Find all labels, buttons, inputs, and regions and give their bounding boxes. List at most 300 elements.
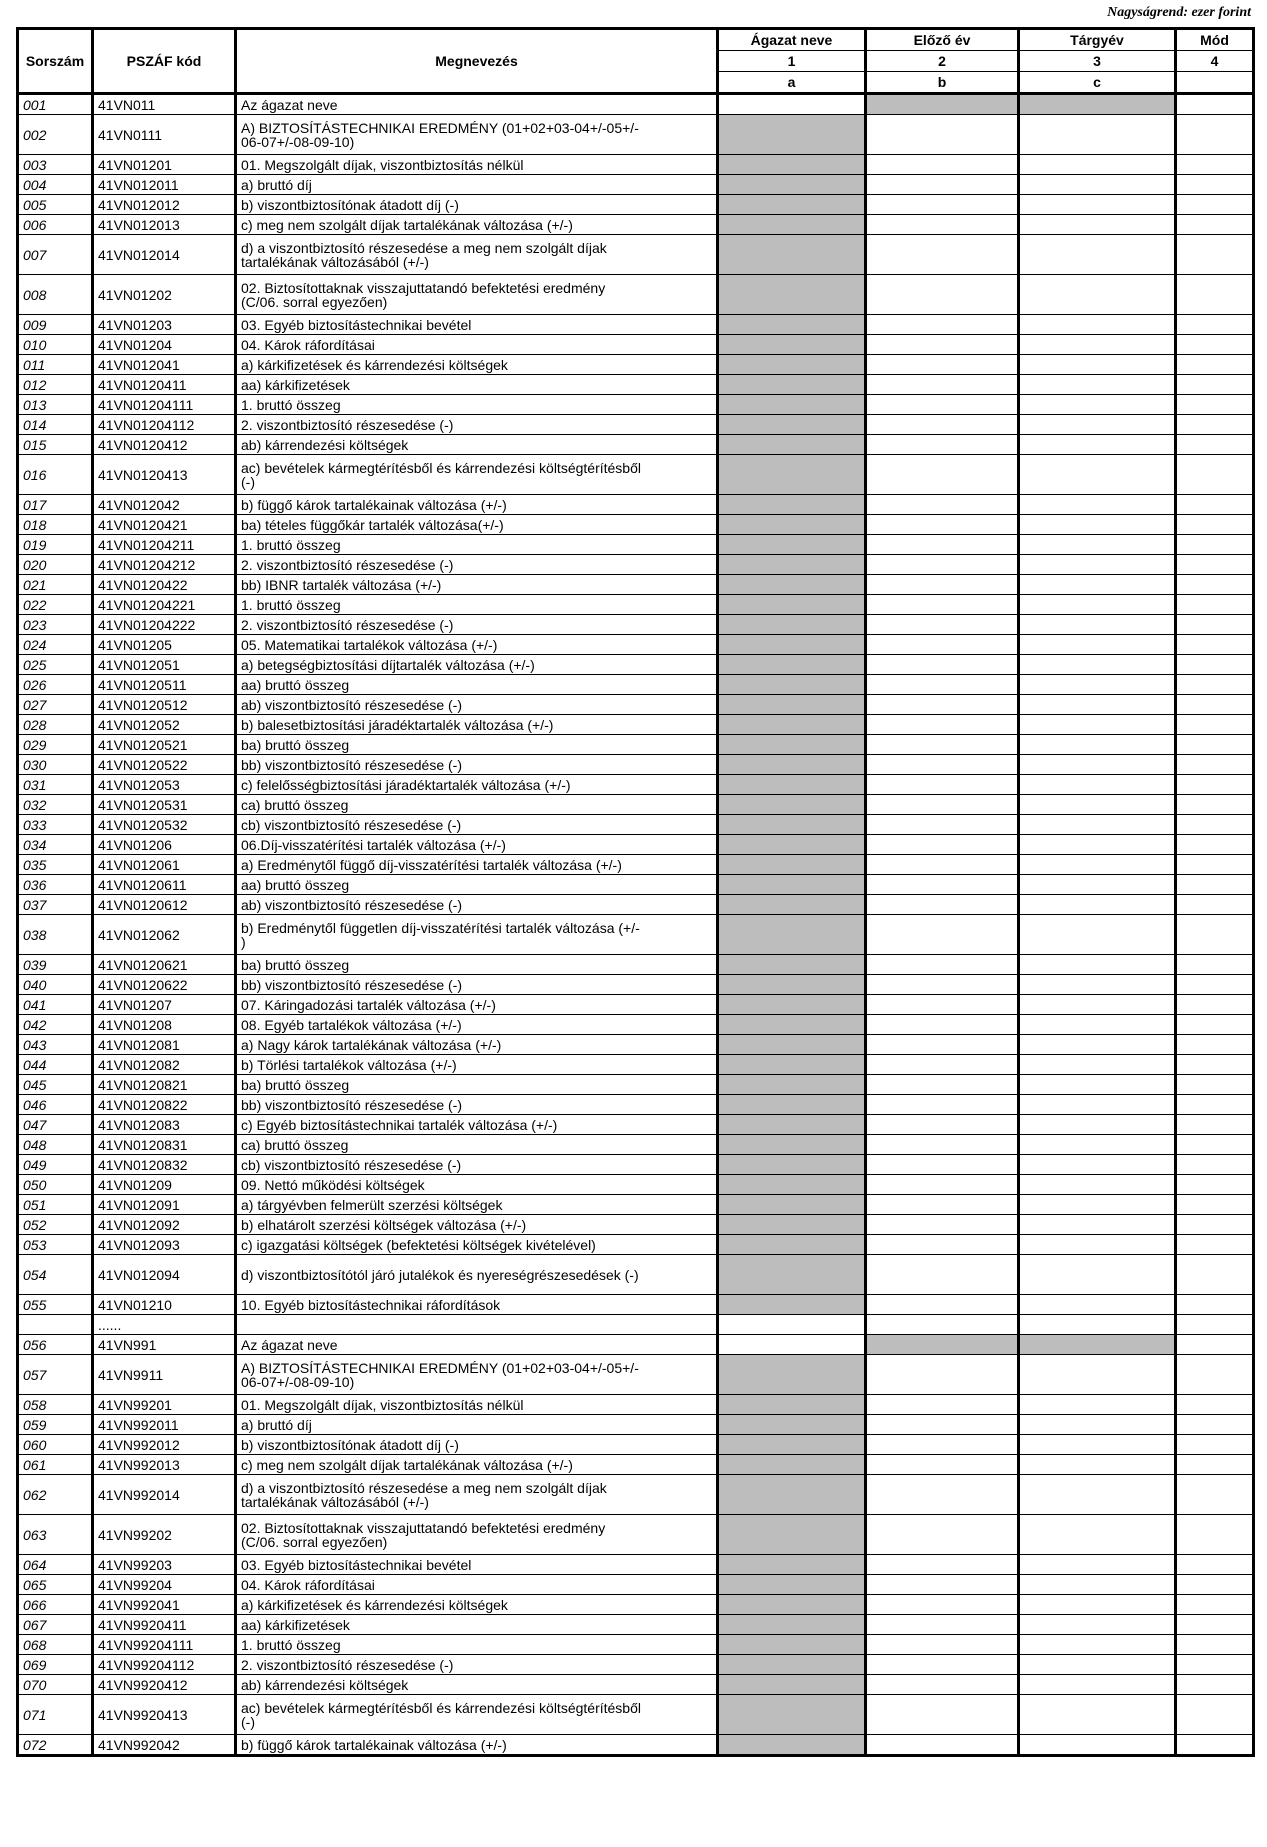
cell-col-elozo-ev[interactable] (866, 775, 1019, 795)
cell-col-targyev[interactable] (1019, 275, 1176, 315)
cell-col-targyev[interactable] (1019, 1115, 1176, 1135)
cell-col-mod[interactable] (1176, 1635, 1254, 1655)
cell-col-targyev[interactable] (1019, 1315, 1176, 1335)
cell-col-agazat[interactable] (718, 1255, 866, 1295)
cell-col-mod[interactable] (1176, 1695, 1254, 1735)
cell-col-targyev[interactable] (1019, 1295, 1176, 1315)
cell-col-targyev[interactable] (1019, 1055, 1176, 1075)
cell-col-targyev[interactable] (1019, 595, 1176, 615)
cell-col-mod[interactable] (1176, 455, 1254, 495)
cell-col-mod[interactable] (1176, 1415, 1254, 1435)
cell-col-elozo-ev[interactable] (866, 1695, 1019, 1735)
cell-col-agazat[interactable] (718, 1315, 866, 1335)
cell-col-targyev[interactable] (1019, 1215, 1176, 1235)
cell-col-targyev[interactable] (1019, 1355, 1176, 1395)
cell-col-targyev[interactable] (1019, 675, 1176, 695)
cell-col-targyev[interactable] (1019, 335, 1176, 355)
cell-col-agazat[interactable] (718, 715, 866, 735)
cell-col-mod[interactable] (1176, 1555, 1254, 1575)
cell-col-targyev[interactable] (1019, 1235, 1176, 1255)
cell-col-targyev[interactable] (1019, 94, 1176, 115)
row-megnevezes: ba) bruttó összeg (236, 955, 718, 975)
cell-col-targyev[interactable] (1019, 815, 1176, 835)
cell-col-agazat[interactable] (718, 1135, 866, 1155)
cell-col-agazat[interactable] (718, 1395, 866, 1415)
cell-col-elozo-ev[interactable] (866, 575, 1019, 595)
cell-col-elozo-ev[interactable] (866, 1355, 1019, 1395)
cell-col-elozo-ev[interactable] (866, 1035, 1019, 1055)
cell-col-targyev[interactable] (1019, 115, 1176, 155)
cell-col-agazat[interactable] (718, 1335, 866, 1355)
cell-col-agazat[interactable] (718, 1055, 866, 1075)
cell-col-elozo-ev[interactable] (866, 635, 1019, 655)
cell-col-targyev[interactable] (1019, 1335, 1176, 1355)
cell-col-agazat[interactable] (718, 215, 866, 235)
cell-col-mod[interactable] (1176, 215, 1254, 235)
cell-col-targyev[interactable] (1019, 435, 1176, 455)
cell-col-elozo-ev[interactable] (866, 715, 1019, 735)
cell-col-mod[interactable] (1176, 94, 1254, 115)
cell-col-mod[interactable] (1176, 315, 1254, 335)
cell-col-agazat[interactable] (718, 115, 866, 155)
table-row (18, 715, 1254, 735)
cell-col-targyev[interactable] (1019, 1155, 1176, 1175)
cell-col-elozo-ev[interactable] (866, 695, 1019, 715)
cell-col-elozo-ev[interactable] (866, 655, 1019, 675)
cell-col-agazat[interactable] (718, 815, 866, 835)
cell-col-targyev[interactable] (1019, 215, 1176, 235)
cell-col-agazat[interactable] (718, 1095, 866, 1115)
cell-col-mod[interactable] (1176, 1435, 1254, 1455)
cell-col-agazat[interactable] (718, 395, 866, 415)
cell-col-agazat[interactable] (718, 855, 866, 875)
cell-col-mod[interactable] (1176, 955, 1254, 975)
cell-col-agazat[interactable] (718, 895, 866, 915)
cell-col-mod[interactable] (1176, 1175, 1254, 1195)
cell-col-mod[interactable] (1176, 595, 1254, 615)
cell-col-mod[interactable] (1176, 235, 1254, 275)
cell-col-mod[interactable] (1176, 355, 1254, 375)
cell-col-elozo-ev[interactable] (866, 1395, 1019, 1415)
cell-col-elozo-ev[interactable] (866, 1115, 1019, 1135)
cell-col-mod[interactable] (1176, 395, 1254, 415)
cell-col-agazat[interactable] (718, 1195, 866, 1215)
cell-col-elozo-ev[interactable] (866, 315, 1019, 335)
cell-col-elozo-ev[interactable] (866, 415, 1019, 435)
cell-col-mod[interactable] (1176, 175, 1254, 195)
cell-col-mod[interactable] (1176, 115, 1254, 155)
cell-col-agazat[interactable] (718, 435, 866, 455)
cell-col-agazat[interactable] (718, 795, 866, 815)
cell-col-mod[interactable] (1176, 655, 1254, 675)
cell-col-elozo-ev[interactable] (866, 195, 1019, 215)
cell-col-targyev[interactable] (1019, 1575, 1176, 1595)
cell-col-agazat[interactable] (718, 1075, 866, 1095)
cell-col-agazat[interactable] (718, 955, 866, 975)
cell-col-elozo-ev[interactable] (866, 875, 1019, 895)
cell-col-agazat[interactable] (718, 1355, 866, 1395)
cell-col-agazat[interactable] (718, 175, 866, 195)
cell-col-elozo-ev[interactable] (866, 94, 1019, 115)
cell-col-targyev[interactable] (1019, 355, 1176, 375)
cell-col-agazat[interactable] (718, 1615, 866, 1635)
cell-col-targyev[interactable] (1019, 655, 1176, 675)
cell-col-agazat[interactable] (718, 1635, 866, 1655)
cell-col-elozo-ev[interactable] (866, 1575, 1019, 1595)
cell-col-targyev[interactable] (1019, 1655, 1176, 1675)
table-row (18, 1395, 1254, 1415)
cell-col-agazat[interactable] (718, 235, 866, 275)
cell-col-mod[interactable] (1176, 1675, 1254, 1695)
cell-col-targyev[interactable] (1019, 1075, 1176, 1095)
cell-col-mod[interactable] (1176, 815, 1254, 835)
cell-col-targyev[interactable] (1019, 835, 1176, 855)
cell-col-elozo-ev[interactable] (866, 1235, 1019, 1255)
cell-col-targyev[interactable] (1019, 1255, 1176, 1295)
cell-col-mod[interactable] (1176, 195, 1254, 215)
cell-col-elozo-ev[interactable] (866, 995, 1019, 1015)
cell-col-mod[interactable] (1176, 1195, 1254, 1215)
cell-col-elozo-ev[interactable] (866, 1515, 1019, 1555)
cell-col-agazat[interactable] (718, 1115, 866, 1135)
cell-col-mod[interactable] (1176, 1735, 1254, 1756)
cell-col-mod[interactable] (1176, 735, 1254, 755)
cell-col-elozo-ev[interactable] (866, 1175, 1019, 1195)
cell-col-elozo-ev[interactable] (866, 955, 1019, 975)
cell-col-targyev[interactable] (1019, 195, 1176, 215)
cell-col-mod[interactable] (1176, 755, 1254, 775)
cell-col-targyev[interactable] (1019, 1735, 1176, 1756)
cell-col-targyev[interactable] (1019, 175, 1176, 195)
cell-col-agazat[interactable] (718, 695, 866, 715)
cell-col-targyev[interactable] (1019, 715, 1176, 735)
cell-col-agazat[interactable] (718, 1215, 866, 1235)
cell-col-elozo-ev[interactable] (866, 1555, 1019, 1575)
cell-col-elozo-ev[interactable] (866, 1735, 1019, 1756)
cell-col-mod[interactable] (1176, 1335, 1254, 1355)
cell-col-mod[interactable] (1176, 1095, 1254, 1115)
cell-col-targyev[interactable] (1019, 875, 1176, 895)
cell-col-agazat[interactable] (718, 1515, 866, 1555)
cell-col-elozo-ev[interactable] (866, 675, 1019, 695)
cell-col-elozo-ev[interactable] (866, 1315, 1019, 1335)
cell-col-targyev[interactable] (1019, 1555, 1176, 1575)
cell-col-targyev[interactable] (1019, 375, 1176, 395)
cell-col-elozo-ev[interactable] (866, 1155, 1019, 1175)
cell-col-elozo-ev[interactable] (866, 855, 1019, 875)
cell-col-targyev[interactable] (1019, 535, 1176, 555)
cell-col-agazat[interactable] (718, 1235, 866, 1255)
cell-col-elozo-ev[interactable] (866, 1255, 1019, 1295)
cell-col-mod[interactable] (1176, 435, 1254, 455)
cell-col-mod[interactable] (1176, 515, 1254, 535)
cell-col-targyev[interactable] (1019, 575, 1176, 595)
row-megnevezes: a) bruttó díj (236, 175, 718, 195)
cell-col-mod[interactable] (1176, 895, 1254, 915)
cell-col-agazat[interactable] (718, 915, 866, 955)
cell-col-mod[interactable] (1176, 875, 1254, 895)
cell-col-mod[interactable] (1176, 1295, 1254, 1315)
cell-col-agazat[interactable] (718, 735, 866, 755)
cell-col-mod[interactable] (1176, 975, 1254, 995)
cell-col-mod[interactable] (1176, 1475, 1254, 1515)
cell-col-agazat[interactable] (718, 755, 866, 775)
cell-col-elozo-ev[interactable] (866, 115, 1019, 155)
cell-col-targyev[interactable] (1019, 1595, 1176, 1615)
row-sorszam: 002 (18, 115, 93, 155)
cell-col-mod[interactable] (1176, 995, 1254, 1015)
cell-col-elozo-ev[interactable] (866, 1635, 1019, 1655)
cell-col-elozo-ev[interactable] (866, 1095, 1019, 1115)
cell-col-targyev[interactable] (1019, 1415, 1176, 1435)
cell-col-agazat[interactable] (718, 495, 866, 515)
cell-col-agazat[interactable] (718, 595, 866, 615)
cell-col-targyev[interactable] (1019, 1635, 1176, 1655)
cell-col-targyev[interactable] (1019, 1515, 1176, 1555)
cell-col-elozo-ev[interactable] (866, 1655, 1019, 1675)
cell-col-targyev[interactable] (1019, 695, 1176, 715)
cell-col-elozo-ev[interactable] (866, 1015, 1019, 1035)
cell-col-mod[interactable] (1176, 855, 1254, 875)
cell-col-elozo-ev[interactable] (866, 1475, 1019, 1515)
cell-col-mod[interactable] (1176, 1055, 1254, 1075)
cell-col-agazat[interactable] (718, 1435, 866, 1455)
cell-col-targyev[interactable] (1019, 1395, 1176, 1415)
cell-col-mod[interactable] (1176, 1115, 1254, 1135)
cell-col-targyev[interactable] (1019, 895, 1176, 915)
cell-col-mod[interactable] (1176, 675, 1254, 695)
cell-col-agazat[interactable] (718, 575, 866, 595)
cell-col-elozo-ev[interactable] (866, 515, 1019, 535)
cell-col-mod[interactable] (1176, 375, 1254, 395)
cell-col-mod[interactable] (1176, 1515, 1254, 1555)
cell-col-elozo-ev[interactable] (866, 1055, 1019, 1075)
cell-col-elozo-ev[interactable] (866, 1595, 1019, 1615)
cell-col-targyev[interactable] (1019, 1435, 1176, 1455)
cell-col-mod[interactable] (1176, 1575, 1254, 1595)
cell-col-elozo-ev[interactable] (866, 1455, 1019, 1475)
cell-col-agazat[interactable] (718, 655, 866, 675)
cell-col-agazat[interactable] (718, 1555, 866, 1575)
cell-col-mod[interactable] (1176, 615, 1254, 635)
cell-col-targyev[interactable] (1019, 515, 1176, 535)
cell-col-elozo-ev[interactable] (866, 395, 1019, 415)
cell-col-targyev[interactable] (1019, 1175, 1176, 1195)
cell-col-targyev[interactable] (1019, 1455, 1176, 1475)
cell-col-agazat[interactable] (718, 1415, 866, 1435)
cell-col-agazat[interactable] (718, 1155, 866, 1175)
table-row (18, 235, 1254, 275)
cell-col-targyev[interactable] (1019, 915, 1176, 955)
cell-col-elozo-ev[interactable] (866, 1135, 1019, 1155)
cell-col-targyev[interactable] (1019, 1015, 1176, 1035)
cell-col-targyev[interactable] (1019, 555, 1176, 575)
cell-col-targyev[interactable] (1019, 855, 1176, 875)
cell-col-mod[interactable] (1176, 1035, 1254, 1055)
cell-col-elozo-ev[interactable] (866, 835, 1019, 855)
cell-col-agazat[interactable] (718, 535, 866, 555)
cell-col-elozo-ev[interactable] (866, 815, 1019, 835)
cell-col-agazat[interactable] (718, 155, 866, 175)
cell-col-mod[interactable] (1176, 555, 1254, 575)
cell-col-targyev[interactable] (1019, 995, 1176, 1015)
cell-col-agazat[interactable] (718, 1695, 866, 1735)
cell-col-agazat[interactable] (718, 1595, 866, 1615)
cell-col-agazat[interactable] (718, 355, 866, 375)
cell-col-elozo-ev[interactable] (866, 735, 1019, 755)
cell-col-elozo-ev[interactable] (866, 1675, 1019, 1695)
cell-col-mod[interactable] (1176, 1595, 1254, 1615)
cell-col-agazat[interactable] (718, 1295, 866, 1315)
cell-col-elozo-ev[interactable] (866, 275, 1019, 315)
cell-col-mod[interactable] (1176, 1315, 1254, 1335)
cell-col-mod[interactable] (1176, 535, 1254, 555)
cell-col-targyev[interactable] (1019, 955, 1176, 975)
cell-col-mod[interactable] (1176, 495, 1254, 515)
cell-col-agazat[interactable] (718, 615, 866, 635)
cell-col-targyev[interactable] (1019, 235, 1176, 275)
row-pszaf-kod: 41VN992013 (93, 1455, 236, 1475)
cell-col-agazat[interactable] (718, 375, 866, 395)
cell-col-mod[interactable] (1176, 1655, 1254, 1675)
cell-col-targyev[interactable] (1019, 155, 1176, 175)
cell-col-agazat[interactable] (718, 315, 866, 335)
cell-col-targyev[interactable] (1019, 1695, 1176, 1735)
cell-col-agazat[interactable] (718, 455, 866, 495)
cell-col-targyev[interactable] (1019, 1615, 1176, 1635)
cell-col-targyev[interactable] (1019, 795, 1176, 815)
cell-col-elozo-ev[interactable] (866, 355, 1019, 375)
cell-col-elozo-ev[interactable] (866, 455, 1019, 495)
cell-col-mod[interactable] (1176, 275, 1254, 315)
cell-col-elozo-ev[interactable] (866, 895, 1019, 915)
cell-col-agazat[interactable] (718, 1175, 866, 1195)
cell-col-targyev[interactable] (1019, 735, 1176, 755)
cell-col-agazat[interactable] (718, 675, 866, 695)
cell-col-elozo-ev[interactable] (866, 1415, 1019, 1435)
cell-col-mod[interactable] (1176, 335, 1254, 355)
cell-col-agazat[interactable] (718, 1655, 866, 1675)
cell-col-targyev[interactable] (1019, 1035, 1176, 1055)
cell-col-elozo-ev[interactable] (866, 335, 1019, 355)
cell-col-mod[interactable] (1176, 695, 1254, 715)
cell-col-elozo-ev[interactable] (866, 1295, 1019, 1315)
cell-col-mod[interactable] (1176, 795, 1254, 815)
cell-col-elozo-ev[interactable] (866, 1335, 1019, 1355)
cell-col-targyev[interactable] (1019, 635, 1176, 655)
cell-col-agazat[interactable] (718, 94, 866, 115)
cell-col-elozo-ev[interactable] (866, 975, 1019, 995)
cell-col-targyev[interactable] (1019, 615, 1176, 635)
cell-col-mod[interactable] (1176, 575, 1254, 595)
cell-col-elozo-ev[interactable] (866, 435, 1019, 455)
cell-col-agazat[interactable] (718, 275, 866, 315)
cell-col-mod[interactable] (1176, 915, 1254, 955)
cell-col-targyev[interactable] (1019, 315, 1176, 335)
cell-col-elozo-ev[interactable] (866, 915, 1019, 955)
cell-col-elozo-ev[interactable] (866, 795, 1019, 815)
cell-col-mod[interactable] (1176, 1255, 1254, 1295)
cell-col-agazat[interactable] (718, 555, 866, 575)
cell-col-agazat[interactable] (718, 195, 866, 215)
cell-col-agazat[interactable] (718, 1475, 866, 1515)
cell-col-mod[interactable] (1176, 415, 1254, 435)
cell-col-agazat[interactable] (718, 415, 866, 435)
cell-col-elozo-ev[interactable] (866, 1215, 1019, 1235)
cell-col-mod[interactable] (1176, 1455, 1254, 1475)
cell-col-agazat[interactable] (718, 1675, 866, 1695)
cell-col-elozo-ev[interactable] (866, 375, 1019, 395)
cell-col-targyev[interactable] (1019, 1675, 1176, 1695)
cell-col-agazat[interactable] (718, 1015, 866, 1035)
cell-col-agazat[interactable] (718, 835, 866, 855)
cell-col-targyev[interactable] (1019, 1475, 1176, 1515)
table-row (18, 875, 1254, 895)
cell-col-mod[interactable] (1176, 715, 1254, 735)
cell-col-elozo-ev[interactable] (866, 215, 1019, 235)
cell-col-mod[interactable] (1176, 155, 1254, 175)
cell-col-agazat[interactable] (718, 1575, 866, 1595)
cell-col-targyev[interactable] (1019, 975, 1176, 995)
cell-col-targyev[interactable] (1019, 775, 1176, 795)
cell-col-elozo-ev[interactable] (866, 1075, 1019, 1095)
cell-col-elozo-ev[interactable] (866, 175, 1019, 195)
cell-col-mod[interactable] (1176, 635, 1254, 655)
cell-col-agazat[interactable] (718, 975, 866, 995)
cell-col-targyev[interactable] (1019, 755, 1176, 775)
cell-col-elozo-ev[interactable] (866, 535, 1019, 555)
cell-col-mod[interactable] (1176, 1155, 1254, 1175)
cell-col-targyev[interactable] (1019, 455, 1176, 495)
cell-col-elozo-ev[interactable] (866, 1195, 1019, 1215)
cell-col-elozo-ev[interactable] (866, 1435, 1019, 1455)
cell-col-mod[interactable] (1176, 1395, 1254, 1415)
cell-col-agazat[interactable] (718, 635, 866, 655)
cell-col-targyev[interactable] (1019, 495, 1176, 515)
cell-col-mod[interactable] (1176, 1615, 1254, 1635)
cell-col-mod[interactable] (1176, 1235, 1254, 1255)
cell-col-mod[interactable] (1176, 1135, 1254, 1155)
cell-col-elozo-ev[interactable] (866, 615, 1019, 635)
cell-col-elozo-ev[interactable] (866, 555, 1019, 575)
cell-col-agazat[interactable] (718, 1035, 866, 1055)
cell-col-mod[interactable] (1176, 1075, 1254, 1095)
cell-col-targyev[interactable] (1019, 395, 1176, 415)
cell-col-mod[interactable] (1176, 1015, 1254, 1035)
cell-col-elozo-ev[interactable] (866, 495, 1019, 515)
cell-col-mod[interactable] (1176, 1355, 1254, 1395)
cell-col-targyev[interactable] (1019, 1095, 1176, 1115)
cell-col-elozo-ev[interactable] (866, 155, 1019, 175)
cell-col-elozo-ev[interactable] (866, 755, 1019, 775)
cell-col-agazat[interactable] (718, 335, 866, 355)
cell-col-agazat[interactable] (718, 775, 866, 795)
cell-col-targyev[interactable] (1019, 415, 1176, 435)
cell-col-targyev[interactable] (1019, 1135, 1176, 1155)
cell-col-agazat[interactable] (718, 995, 866, 1015)
cell-col-agazat[interactable] (718, 515, 866, 535)
cell-col-elozo-ev[interactable] (866, 235, 1019, 275)
cell-col-agazat[interactable] (718, 1735, 866, 1756)
cell-col-mod[interactable] (1176, 1215, 1254, 1235)
cell-col-mod[interactable] (1176, 775, 1254, 795)
cell-col-mod[interactable] (1176, 835, 1254, 855)
cell-col-agazat[interactable] (718, 1455, 866, 1475)
cell-col-agazat[interactable] (718, 875, 866, 895)
cell-col-targyev[interactable] (1019, 1195, 1176, 1215)
cell-col-elozo-ev[interactable] (866, 595, 1019, 615)
cell-col-elozo-ev[interactable] (866, 1615, 1019, 1635)
